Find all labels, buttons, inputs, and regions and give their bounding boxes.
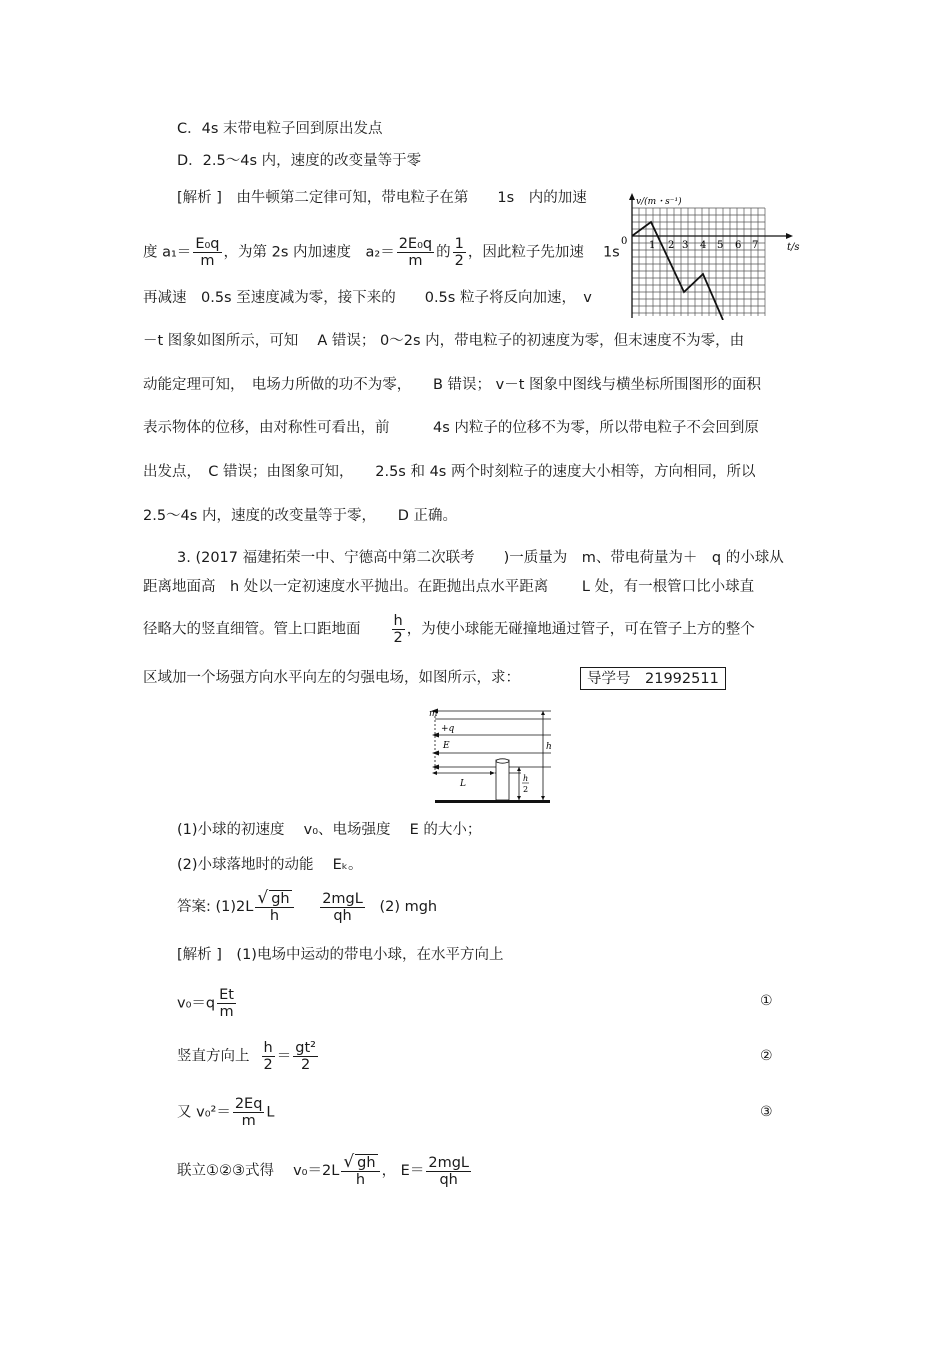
vt-graph: [618, 192, 800, 320]
equation-mark-3: ③: [760, 1104, 773, 1120]
fraction-a1: $\frac{\text{E₀q}}{m}$: [195, 236, 220, 269]
analysis1-line1: [解析 ] 由牛顿第二定律可知，带电粒子在第 1s 内的加速: [177, 190, 587, 206]
problem3-line1: 3. (2017 福建拓荣一中、宁德高中第二次联考 )一质量为 m、带电荷量为＋ q 的小球从: [177, 550, 784, 566]
equation-1: v₀＝q $\frac{Et}{m}$: [177, 987, 234, 1020]
problem3-line4: 区域加一个场强方向水平向左的匀强电场，如图所示，求：: [143, 670, 520, 686]
equation-3: 又 v₀²＝ $\frac{2Eq}{m}$ L: [177, 1096, 275, 1129]
fraction-h-half: $\frac{h}{2}$: [393, 613, 403, 646]
tick-3: 3: [682, 240, 689, 251]
origin-label: 0: [621, 236, 628, 247]
analysis1-line3: 再减速 0.5s 至速度减为零，接下来的 0.5s 粒子将反向加速， v: [143, 290, 592, 306]
analysis1-line2: 度 a₁＝ $\frac{\text{E₀q}}{m}$ ，为第 2s 内加速度 a₂＝ $\frac{\text{2E₀q}}{m}$ 的 $\frac{1}{2}$ ，因此粒子先加速 1s: [143, 236, 620, 269]
analysis1-line6: 表示物体的位移，由对称性可看出，前 4s 内粒子的位移不为零，所以带电粒子不会回到原: [143, 420, 759, 436]
tick-1: 1: [649, 240, 656, 251]
option-d: D．2.5～4s 内，速度的改变量等于零: [177, 153, 422, 169]
tick-5: 5: [717, 240, 724, 251]
x-axis-label: t/s: [787, 242, 800, 253]
tick-6: 6: [735, 240, 742, 251]
y-axis-label: v/(m・s⁻¹): [636, 197, 682, 207]
label-E: E: [443, 741, 450, 751]
equation-2: 竖直方向上 $\frac{h}{2}$ ＝ $\frac{\text{gt²}}{2}$: [177, 1040, 316, 1073]
fraction-half: $\frac{1}{2}$: [454, 236, 464, 269]
label-h: h: [546, 742, 552, 752]
option-c: C．4s 末带电粒子回到原出发点: [177, 121, 383, 137]
problem3-line2: 距离地面高 h 处以一定初速度水平抛出。在距抛出点水平距离 L 处，有一根管口比小球直: [143, 579, 755, 595]
tick-4: 4: [700, 240, 707, 251]
y-axis-arrow: [629, 193, 635, 200]
analysis1-line7: 出发点， C 错误；由图象可知， 2.5s 和 4s 两个时刻粒子的速度大小相等，方向相同，所以: [143, 464, 756, 480]
answer-line: 答案: (1)2L $\frac{√ gh}{h}$ $\frac{\text{2mgL}}{qh}$ (2) mgh: [177, 888, 438, 924]
question-2: (2)小球落地时的动能 Eₖ。: [177, 857, 363, 873]
analysis1-line5: 动能定理可知， 电场力所做的功不为零， B 错误； v－t 图象中图线与横坐标所围图形的面积: [143, 377, 762, 393]
tick-7: 7: [752, 240, 759, 251]
field-diagram: [425, 705, 558, 805]
analysis1-line8: 2.5～4s 内，速度的改变量等于零， D 正确。: [143, 508, 457, 524]
tick-2: 2: [668, 240, 675, 251]
guide-number-box: 导学号 21992511: [580, 667, 726, 690]
problem3-line3: 径略大的竖直细管。管上口距地面 $\frac{h}{2}$ ，为使小球能无碰撞地通过管子，可在管子上方的整个: [143, 613, 755, 646]
analysis1-line4: －t 图象如图所示，可知 A 错误； 0～2s 内，带电粒子的初速度为零，但末速度不为零，由: [143, 333, 745, 349]
label-h-half-den: 2: [523, 785, 529, 794]
x-axis-arrow: [786, 233, 793, 239]
equation-mark-2: ②: [760, 1048, 773, 1064]
label-L: L: [460, 779, 466, 789]
label-h-half-num: h: [523, 774, 529, 783]
conclusion-line: 联立①②③式得 v₀＝2L $\frac{√ gh}{h}$ ， E＝ $\frac{\text{2mgL}}{qh}$: [177, 1152, 469, 1188]
answer-fraction-E: $\frac{\text{2mgL}}{qh}$: [322, 890, 363, 924]
label-m: m: [429, 709, 438, 719]
question-1: (1)小球的初速度 v₀、电场强度 E 的大小；: [177, 822, 482, 838]
label-q: +q: [441, 724, 455, 734]
analysis2-intro: [解析 ] (1)电场中运动的带电小球，在水平方向上: [177, 947, 504, 963]
equation-mark-1: ①: [760, 993, 773, 1009]
fraction-a2: $\frac{\text{2E₀q}}{m}$: [398, 236, 433, 269]
answer-fraction-v0: $\frac{√ gh}{h}$: [255, 890, 293, 924]
